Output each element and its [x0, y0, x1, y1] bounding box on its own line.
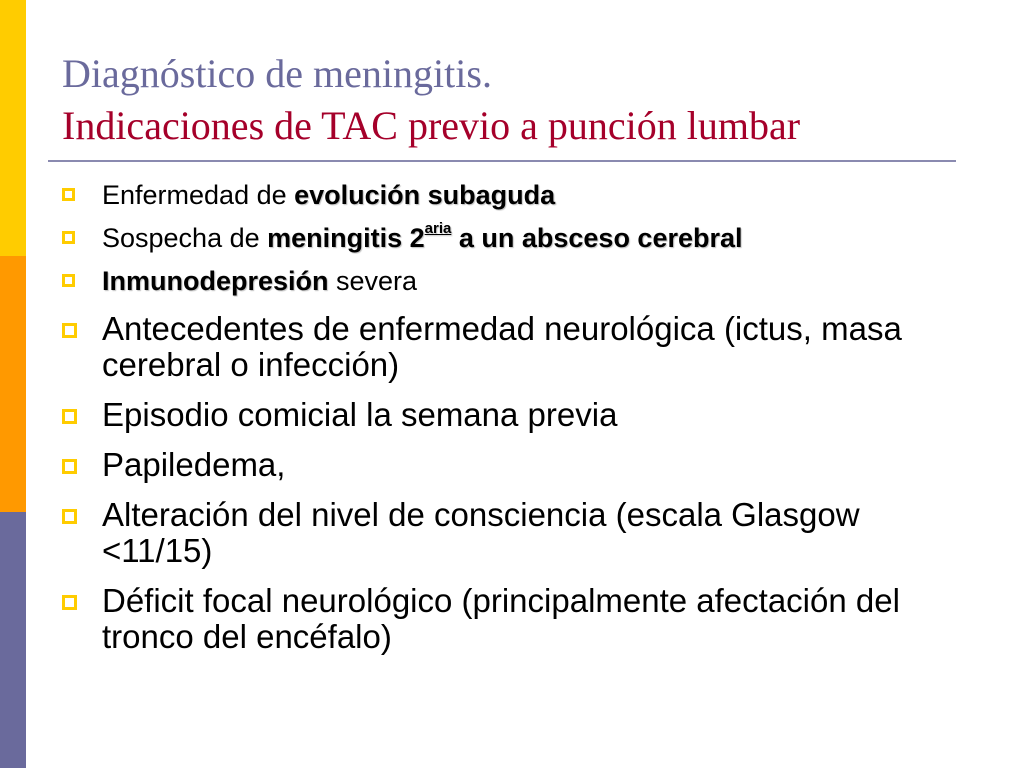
list-item-text: Episodio comicial la semana previa	[102, 396, 618, 433]
list-item-highlight: a un absceso cerebral	[451, 223, 743, 253]
list-item-highlight: evolución subaguda	[294, 180, 556, 210]
list-item	[62, 311, 962, 383]
title-divider	[48, 160, 956, 162]
list-item-text: Enfermedad de	[102, 180, 295, 210]
square-bullet-icon	[62, 188, 75, 201]
list-item	[62, 397, 962, 433]
list-item-text: Déficit focal neurológico (principalmente afectación del tronco del encéfalo)	[102, 582, 900, 655]
list-item-text: Sospecha de	[102, 223, 268, 253]
ordinal-superscript: aria	[424, 220, 452, 237]
list-item-text: Papiledema,	[102, 446, 286, 483]
list-item	[62, 174, 962, 217]
list-item	[62, 447, 962, 483]
left-band-purple	[0, 512, 26, 768]
list-item	[62, 217, 962, 260]
list-item	[62, 497, 962, 569]
left-band-yellow	[0, 0, 26, 256]
list-item	[62, 260, 962, 303]
square-bullet-icon	[62, 231, 75, 244]
square-bullet-icon	[62, 459, 77, 474]
square-bullet-icon	[62, 595, 77, 610]
square-bullet-icon	[62, 323, 77, 338]
left-band-orange	[0, 256, 26, 512]
title-line-1: Diagnóstico de meningitis.	[62, 51, 492, 96]
list-item-highlight: meningitis 2	[267, 223, 425, 253]
list-item-text: Antecedentes de enfermedad neurológica (ictus, masa cerebral o infección)	[102, 310, 902, 383]
indications-list	[62, 174, 962, 669]
slide-title	[62, 48, 962, 152]
square-bullet-icon	[62, 274, 75, 287]
square-bullet-icon	[62, 409, 77, 424]
square-bullet-icon	[62, 509, 77, 524]
title-line-2: Indicaciones de TAC previo a punción lumbar	[62, 103, 801, 148]
list-item	[62, 583, 962, 655]
list-item-text: severa	[328, 266, 418, 296]
list-item-text: Alteración del nivel de consciencia (escala Glasgow <11/15)	[102, 496, 860, 569]
list-item-highlight: Inmunodepresión	[102, 266, 329, 296]
